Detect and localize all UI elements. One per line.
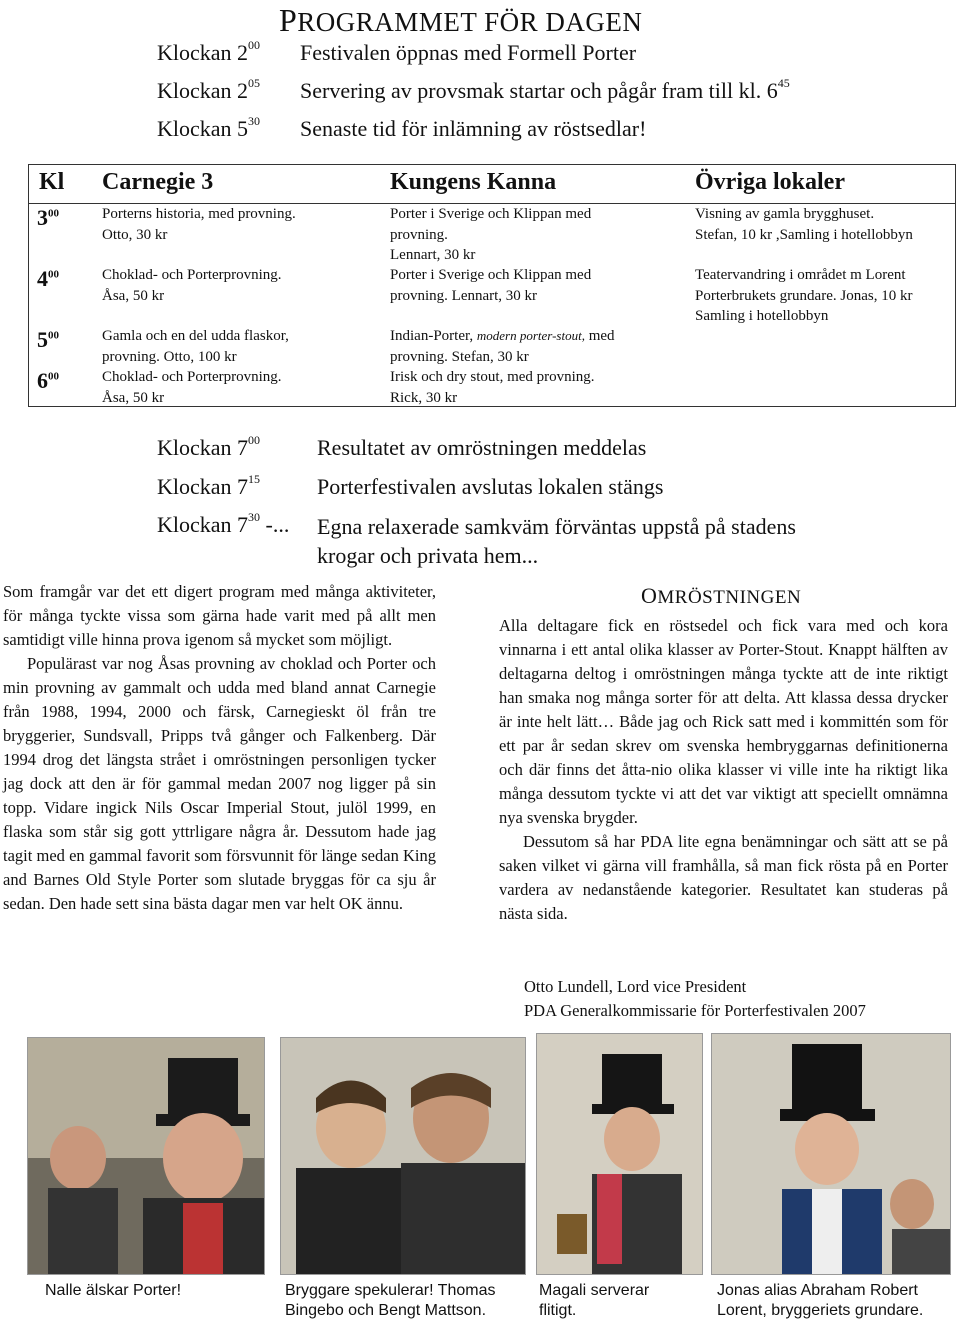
photo-jonas (711, 1033, 951, 1275)
table-cell: Irisk och dry stout, med provning. Rick, 30 kr (390, 369, 595, 406)
right-article (499, 614, 948, 926)
paragraph: Populärast var nog Åsas provning av choklad och Porter och min provning av gammalt och udda med bland annat Carnegie från 1988, 1994, 2000 och färsk, Carnegieskt öl från tre bryggerier, Sundsvall, Pripps två gånger och Falkenberg. Där 1994 drog det längsta strået i omröstningen personligen tycker jag dock att den är för gammal medan 2007 nog ligger på sin topp. Vidare ingick Nils Oscar Imperial Stout, julöl 1999, en flaska som står sig gott yttrligare några år. Dessutom hade jag tagit med en gammal favorit som försvunnit för länge sedan King and Barnes Old Style Porter som slutade bryggas för ca sju år sedan. Den hade sett sina bästa dagar men var helt OK ännu. (3, 654, 436, 913)
left-article (3, 580, 436, 916)
hour-cell: $5^{00}$ (37, 327, 59, 352)
time-label: Klockan $5^{30}$ (157, 113, 261, 141)
table-cell: Choklad- och Porterprovning. Åsa, 50 kr (102, 267, 282, 304)
person-photo-icon (28, 1038, 264, 1274)
person-photo-icon (537, 1034, 702, 1274)
schedule-table (28, 164, 956, 407)
table-header (29, 165, 955, 204)
table-cell: Visning av gamla brygghuset. Stefan, 10 kr ,Samling i hotellobbyn (695, 206, 913, 243)
paragraph: Alla deltagare fick en röstsedel och fick vara med och kora vinnarna i ett antal olika klasser av Porter-Stout. Knappt hälften av deltagarna deltog i omröstningen många tyckte att de inte riktigt han smaka nog många sorter för att delta. Att klassa dessa drycker är inte helt lätt… Både jag och Rick satt med i kommittén som för ett par år sedan skrev om svenska hembryggarnas definitionerna och där finns det åtta-nio olika klasser vi ville inte ha riktigt lika många dessutom tyckte vi att det var viktigt att speciellt omnämna nya svenska brygder. (499, 616, 948, 827)
page-title: PROGRAMMET FÖR DAGEN (279, 2, 643, 38)
time-label: Klockan $7^{30}$ -... (157, 509, 290, 537)
table-cell: Indian-Porter, modern porter-stout, med provning. Stefan, 30 kr (390, 328, 615, 365)
signature: Otto Lundell, Lord vice President PDA Generalkommissarie för Porterfestivalen 2007 (524, 977, 866, 1020)
hour-cell: $6^{00}$ (37, 368, 59, 393)
time-event: Servering av provsmak startar och pågår fram till kl. $6^{45}$ (300, 75, 790, 103)
section-title: OMRÖSTNINGEN (641, 583, 802, 608)
photo-bryggare (280, 1037, 526, 1275)
table-cell: Porter i Sverige och Klippan med provning. Lennart, 30 kr (390, 206, 592, 263)
table-cell: Teatervandring i området m Lorent Porterbrukets grundare. Jonas, 10 kr Samling i hotellobbyn (695, 267, 913, 324)
time-event: Porterfestivalen avslutas lokalen stängs (317, 474, 664, 499)
table-cell: Porter i Sverige och Klippan med provning. Lennart, 30 kr (390, 267, 592, 304)
col-header-ovriga: Övriga lokaler (695, 169, 845, 195)
photo-nalle (27, 1037, 265, 1275)
photo-magali (536, 1033, 703, 1275)
photo-caption: Magali serverar flitigt. (539, 1282, 650, 1319)
photo-caption: Jonas alias Abraham Robert Lorent, bryggeriets grundare. (717, 1282, 924, 1319)
table-cell: Gamla och en del udda flaskor, provning. Otto, 100 kr (102, 328, 289, 365)
time-label: Klockan $7^{15}$ (157, 471, 261, 499)
table-cell: Choklad- och Porterprovning. Åsa, 50 kr (102, 369, 282, 406)
photo-caption: Nalle älskar Porter! (45, 1282, 182, 1299)
time-event: Egna relaxerade samkväm förväntas uppstå på stadens krogar och privata hem... (317, 514, 796, 568)
table-cell: Porterns historia, med provning. Otto, 30 kr (102, 206, 296, 243)
time-label: Klockan $2^{05}$ (157, 75, 261, 103)
time-event: Resultatet av omröstningen meddelas (317, 435, 647, 460)
photo-caption: Bryggare spekulerar! Thomas Bingebo och Bengt Mattson. (285, 1282, 496, 1319)
paragraph: Dessutom så har PDA lite egna benämningar och sätt att se på saken vilket vi gärna vill framhålla, så man fick rösta på en Porter vardera av nedanstående kategorier. Resultatet kan studeras på nästa sida. (499, 832, 948, 923)
col-header-carnegie: Carnegie 3 (102, 169, 214, 195)
time-event: Festivalen öppnas med Formell Porter (300, 40, 637, 65)
time-event: Senaste tid för inlämning av röstsedlar! (300, 116, 647, 141)
person-photo-icon (281, 1038, 525, 1274)
time-label: Klockan $2^{00}$ (157, 37, 261, 65)
col-header-kungens-kanna: Kungens Kanna (390, 169, 557, 195)
col-header-kl: Kl (39, 169, 65, 195)
time-label: Klockan $7^{00}$ (157, 432, 261, 460)
hour-cell: $4^{00}$ (37, 266, 59, 291)
paragraph: Som framgår var det ett digert program med många aktiviteter, för många tyckte vissa som gärna hade varit med på allt men samtidigt ville hinna prova igenom så mycket som möjligt. (3, 582, 436, 649)
person-photo-icon (712, 1034, 950, 1274)
hour-cell: $3^{00}$ (37, 205, 59, 230)
